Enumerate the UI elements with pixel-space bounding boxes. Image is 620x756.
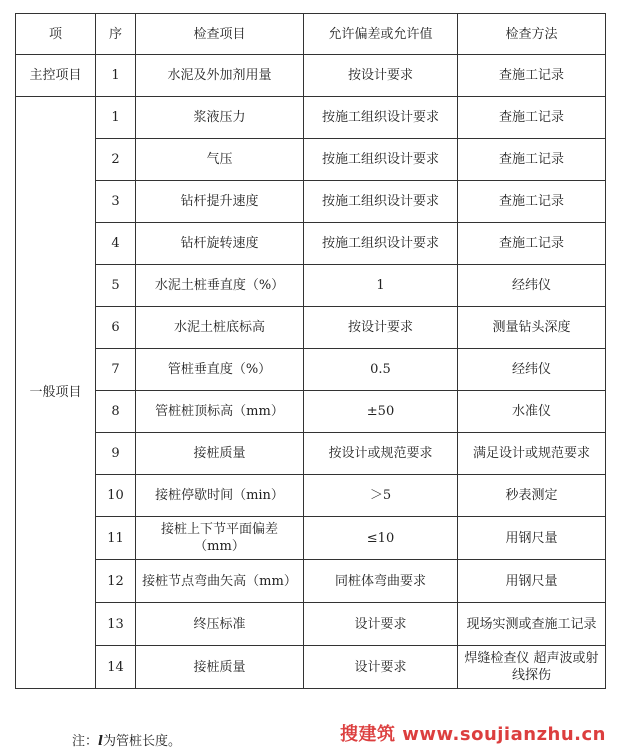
seq-cell: 13 (96, 603, 136, 646)
seq-cell: 1 (96, 55, 136, 97)
header-cell-item: 检查项目 (136, 14, 304, 55)
method-cell: 测量钻头深度 (458, 307, 606, 349)
table-row (16, 349, 606, 391)
header-cell-method: 检查方法 (458, 14, 606, 55)
seq-cell: 9 (96, 433, 136, 475)
method-cell: 秒表测定 (458, 475, 606, 517)
note-symbol: l (98, 734, 103, 749)
table-row (16, 97, 606, 139)
item-cell: 浆液压力 (136, 97, 304, 139)
item-cell: 接桩节点弯曲矢高（mm） (136, 560, 304, 603)
table-body (16, 55, 606, 689)
allowance-cell: 按施工组织设计要求 (304, 139, 458, 181)
method-cell: 用钢尺量 (458, 517, 606, 560)
seq-cell: 7 (96, 349, 136, 391)
seq-cell: 12 (96, 560, 136, 603)
allowance-cell: 按设计要求 (304, 307, 458, 349)
item-cell: 管桩垂直度（%） (136, 349, 304, 391)
allowance-cell: 0.5 (304, 349, 458, 391)
item-cell: 接桩上下节平面偏差（mm） (136, 517, 304, 560)
table-row (16, 265, 606, 307)
allowance-cell: 按施工组织设计要求 (304, 181, 458, 223)
header-cell-category: 项 (16, 14, 96, 55)
table-row (16, 181, 606, 223)
seq-cell: 1 (96, 97, 136, 139)
allowance-cell: 设计要求 (304, 603, 458, 646)
method-cell: 用钢尺量 (458, 560, 606, 603)
seq-cell: 6 (96, 307, 136, 349)
category-cell: 主控项目 (16, 55, 96, 97)
method-cell: 查施工记录 (458, 97, 606, 139)
item-cell: 水泥及外加剂用量 (136, 55, 304, 97)
item-cell: 接桩质量 (136, 646, 304, 689)
item-cell: 水泥土桩底标高 (136, 307, 304, 349)
method-cell: 查施工记录 (458, 223, 606, 265)
method-cell: 查施工记录 (458, 181, 606, 223)
method-cell: 满足设计或规范要求 (458, 433, 606, 475)
item-cell: 水泥土桩垂直度（%） (136, 265, 304, 307)
header-cell-allowance: 允许偏差或允许值 (304, 14, 458, 55)
seq-cell: 14 (96, 646, 136, 689)
allowance-cell: 1 (304, 265, 458, 307)
seq-cell: 3 (96, 181, 136, 223)
seq-cell: 4 (96, 223, 136, 265)
table-row (16, 646, 606, 689)
note-prefix: 注： (72, 734, 99, 749)
header-row (16, 14, 606, 55)
allowance-cell: ≤10 (304, 517, 458, 560)
allowance-cell: 同桩体弯曲要求 (304, 560, 458, 603)
method-cell: 经纬仪 (458, 349, 606, 391)
table-row (16, 517, 606, 560)
method-cell: 查施工记录 (458, 139, 606, 181)
seq-cell: 10 (96, 475, 136, 517)
category-cell: 一般项目 (16, 97, 96, 689)
method-cell: 经纬仪 (458, 265, 606, 307)
allowance-cell: 按施工组织设计要求 (304, 223, 458, 265)
item-cell: 气压 (136, 139, 304, 181)
note-text: 为管桩长度。 (102, 734, 181, 749)
method-cell: 焊缝检查仪 超声波或射线探伤 (458, 646, 606, 689)
item-cell: 终压标准 (136, 603, 304, 646)
allowance-cell: ＞5 (304, 475, 458, 517)
table-row (16, 560, 606, 603)
table-row (16, 433, 606, 475)
table-row (16, 475, 606, 517)
allowance-cell: 按设计或规范要求 (304, 433, 458, 475)
method-cell: 水准仪 (458, 391, 606, 433)
table-row (16, 55, 606, 97)
item-cell: 接桩停歇时间（min） (136, 475, 304, 517)
item-cell: 管桩桩顶标高（mm） (136, 391, 304, 433)
method-cell: 查施工记录 (458, 55, 606, 97)
item-cell: 钻杆旋转速度 (136, 223, 304, 265)
table-row (16, 139, 606, 181)
seq-cell: 2 (96, 139, 136, 181)
item-cell: 钻杆提升速度 (136, 181, 304, 223)
table-row (16, 307, 606, 349)
table-row (16, 223, 606, 265)
watermark-logo: 搜建筑 www.soujianzhu.cn (340, 724, 606, 745)
allowance-cell: 设计要求 (304, 646, 458, 689)
header-cell-seq: 序 (96, 14, 136, 55)
method-cell: 现场实测或查施工记录 (458, 603, 606, 646)
table-row (16, 391, 606, 433)
allowance-cell: 按施工组织设计要求 (304, 97, 458, 139)
seq-cell: 8 (96, 391, 136, 433)
seq-cell: 11 (96, 517, 136, 560)
allowance-cell: 按设计要求 (304, 55, 458, 97)
item-cell: 接桩质量 (136, 433, 304, 475)
table-row (16, 603, 606, 646)
allowance-cell: ±50 (304, 391, 458, 433)
inspection-table (15, 13, 606, 689)
table-note (72, 730, 181, 749)
seq-cell: 5 (96, 265, 136, 307)
